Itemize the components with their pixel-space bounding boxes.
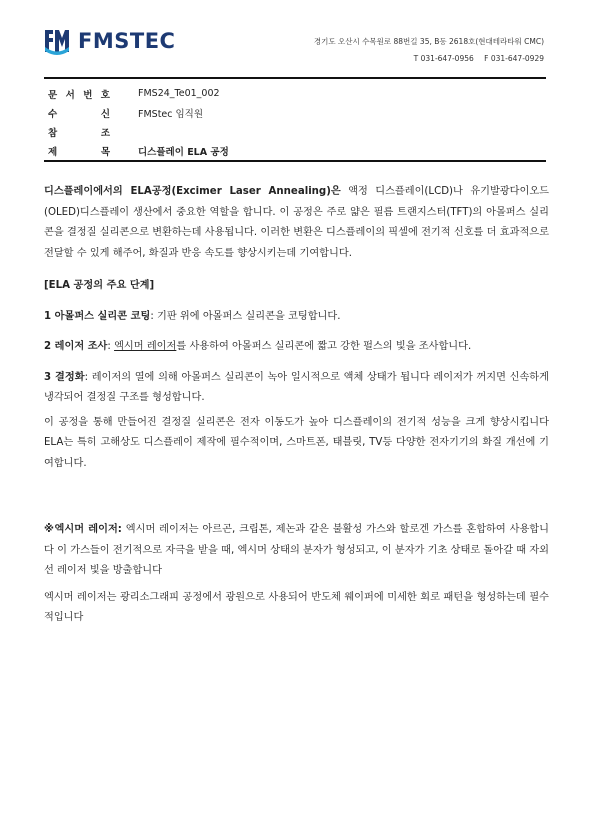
step-1-title: 1 아몰퍼스 실리콘 코팅 [44, 310, 151, 322]
note-paragraph-2: 엑시머 레이저는 광리소그래피 공정에서 광원으로 사용되어 반도체 웨이퍼에 미세한 회로 패턴을 형성하는데 필수적입니다 [44, 591, 549, 623]
company-name: FMSTEC [78, 29, 176, 53]
header-divider-bottom [44, 160, 546, 162]
info-row-subject [48, 141, 229, 160]
summary-paragraph: 이 공정을 통해 만들어진 결정질 실리콘은 전자 이동도가 높아 디스플레이의 전기적 성능을 크게 향상시킵니다 ELA는 특히 고해상도 디스플레이 제작에 필수적이며, 스마트폰, 태블릿, TV등 다양한 전자기기의 화질 개선에 기여합니다. [44, 416, 549, 469]
step-3 [44, 368, 549, 409]
info-row-reference [48, 122, 229, 141]
excimer-laser-link[interactable]: 엑시머 레이저 [114, 341, 177, 352]
note-title: ※엑시머 레이저: [44, 524, 122, 535]
subject-value: 디스플레이 ELA 공정 [138, 146, 229, 158]
company-contact [314, 50, 544, 67]
step-1-text: : 기판 위에 아몰퍼스 실리콘을 코팅합니다. [150, 310, 341, 322]
step-3-title: 3 결정화 [44, 371, 85, 383]
subject-label: 제 목 [48, 146, 110, 158]
note-text: 엑시머 레이저는 아르곤, 크립톤, 제논과 같은 불활성 가스와 할로겐 가스를 혼합하여 사용합니다 이 가스들이 전기적으로 자극을 받을 때, 엑시머 상태의 분자가 형성되고, 이 분자가 기초 상태로 돌아갈 때 자외선 레이저 빛을 방출합니다 [44, 524, 549, 576]
company-logo [42, 26, 175, 56]
company-tel: T 031-647-0956 [413, 54, 474, 63]
step-2-text: 를 사용하여 아몰퍼스 실리콘에 짧고 강한 펄스의 빛을 조사합니다. [176, 341, 472, 352]
recipient-value: FMStec 임직원 [138, 108, 204, 120]
header-divider-top [44, 77, 546, 79]
intro-text: 액정 디스플레이(LCD)나 유기발광다이오드(OLED)디스플레이 생산에서 중요한 역할을 합니다. 이 공정은 주로 얇은 필름 트랜지스터(TFT)의 아몰퍼스 실리콘을 결정질 실리콘으로 변환하는데 사용됩니다. 이러한 변환은 디스플레이의 픽셀에 전기적 신호를 더 효과적으로 전달할 수 있게 해주어, 화질과 반응 속도를 향상시키는데 기여합니다. [44, 186, 549, 259]
step-2: 2 레이저 조사: 엑시머 레이저를 사용하여 아몰퍼스 실리콘에 짧고 강한 펄스의 빛을 조사합니다. [44, 341, 472, 352]
doc-no-label: 문 서 번 호 [48, 89, 110, 101]
fms-logo-icon [42, 26, 72, 56]
intro-bold: 디스플레이에서의 ELA공정(Excimer Laser Annealing)은 [44, 186, 341, 197]
company-address: 경기도 오산시 수목원로 88번길 35, B동 2618호(현대테라타워 CMC) [313, 37, 544, 46]
intro-paragraph [44, 182, 549, 264]
steps-heading: [ELA 공정의 주요 단계] [44, 280, 155, 291]
note-paragraph [44, 520, 549, 582]
info-row-recipient [48, 103, 229, 122]
step-1 [44, 307, 549, 328]
document-body [44, 182, 549, 629]
doc-no-value: FMS24_Te01_002 [138, 88, 220, 99]
document-info-table [48, 84, 229, 160]
step-2-title: 2 레이저 조사 [44, 341, 108, 352]
info-row-doc-no [48, 84, 229, 103]
step-3-text: : 레이저의 열에 의해 아몰퍼스 실리콘이 녹아 일시적으로 액체 상태가 됩니다 레이저가 꺼지면 신속하게 냉각되어 결정질 구조를 형성합니다. [44, 371, 549, 403]
company-fax: F 031-647-0929 [484, 54, 544, 63]
company-address-block [314, 33, 544, 67]
reference-label: 참 조 [48, 127, 110, 139]
recipient-label: 수 신 [48, 108, 110, 120]
